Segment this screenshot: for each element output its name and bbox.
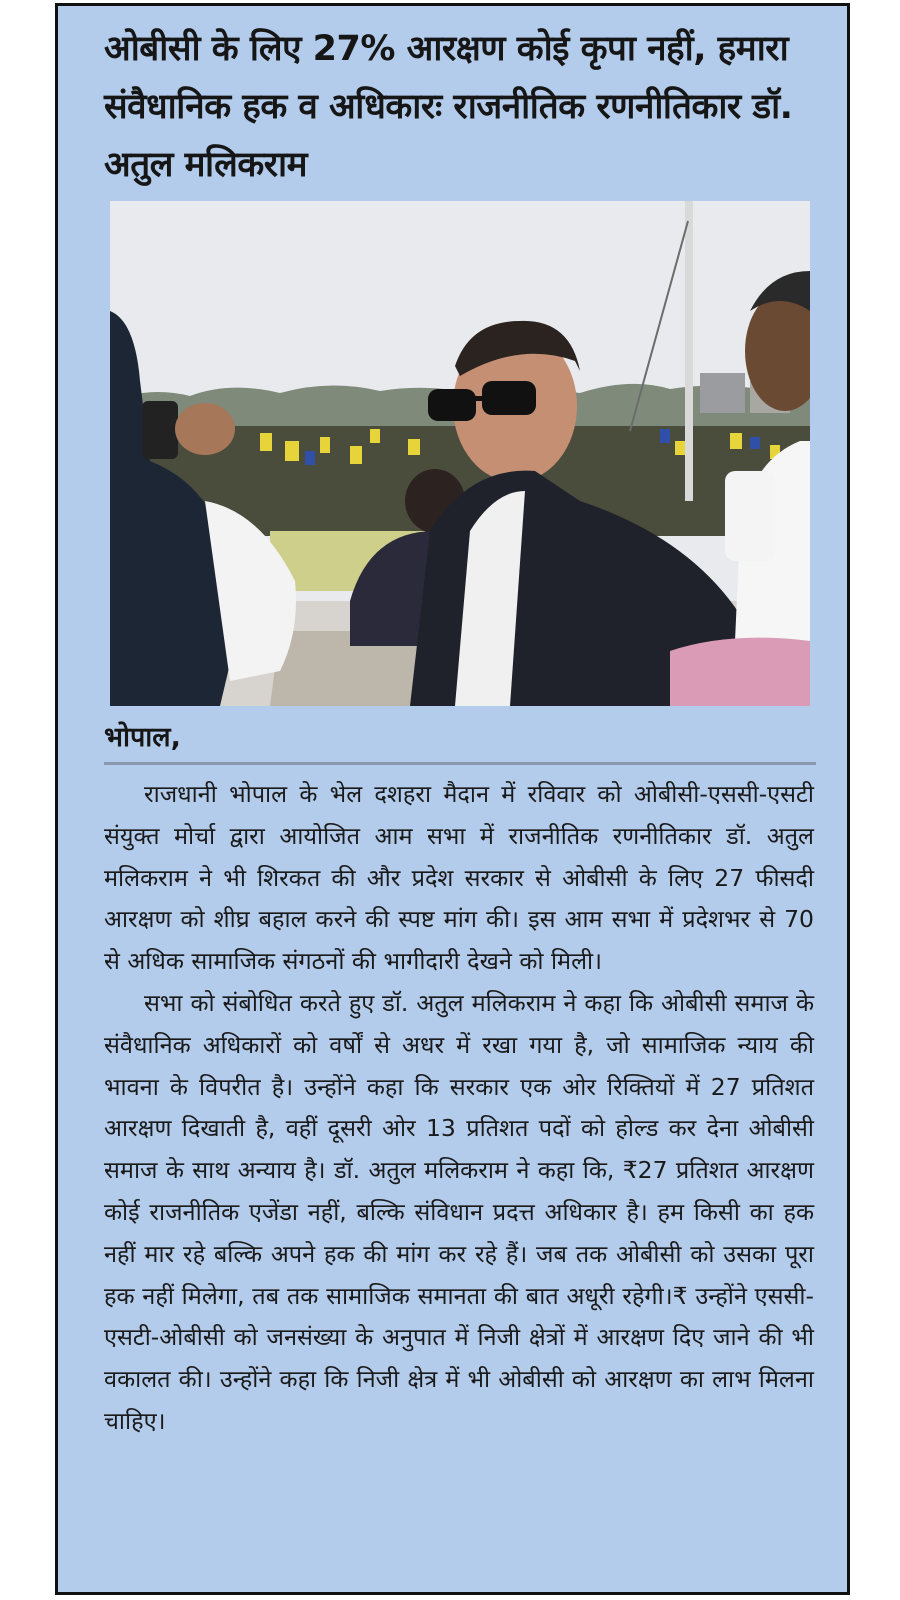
article-body: [104, 774, 814, 1443]
divider-rule: [104, 762, 816, 765]
article-headline: ओबीसी के लिए 27% आरक्षण कोई कृपा नहीं, हमारा संवैधानिक हक व अधिकारः राजनीतिक रणनीतिकार डॉ. अतुल मलिकराम: [104, 29, 793, 185]
article-paragraph: राजधानी भोपाल के भेल दशहरा मैदान में रविवार को ओबीसी-एससी-एसटी संयुक्त मोर्चा द्वारा आयोजित आम सभा में राजनीतिक रणनीतिकार डॉ. अतुल मलिकराम ने भी शिरकत की और प्रदेश सरकार से ओबीसी के लिए 27 फीसदी आरक्षण को शीघ्र बहाल करने की स्पष्ट मांग की। इस आम सभा में प्रदेशभर से 70 से अधिक सामाजिक संगठनों की भागीदारी देखने को मिली।: [104, 780, 814, 976]
news-clipping: [55, 3, 850, 1595]
article-photo: [110, 201, 810, 706]
rally-stage-photo: [110, 201, 810, 706]
article-paragraph: सभा को संबोधित करते हुए डॉ. अतुल मलिकराम ने कहा कि ओबीसी समाज के संवैधानिक अधिकारों को वर्षों से अधर में रखा गया है, जो सामाजिक न्याय की भावना के विपरीत है। उन्होंने कहा कि सरकार एक ओर रिक्तियों में 27 प्रतिशत आरक्षण दिखाती है, वहीं दूसरी ओर 13 प्रतिशत पदों को होल्ड कर देना ओबीसी समाज के साथ अन्याय है। डॉ. अतुल मलिकराम ने कहा कि, ₹27 प्रतिशत आरक्षण कोई राजनीतिक एजेंडा नहीं, बल्कि संविधान प्रदत्त अधिकार है। हम किसी का हक नहीं मार रहे बल्कि अपने हक की मांग कर रहे हैं। जब तक ओबीसी को उसका पूरा हक नहीं मिलेगा, तब तक सामाजिक समानता की बात अधूरी रहेगी।₹ उन्होंने एससी-एसटी-ओबीसी को जनसंख्या के अनुपात में निजी क्षेत्रों में आरक्षण दिए जाने की भी वकालत की। उन्होंने कहा कि निजी क्षेत्र में भी ओबीसी को आरक्षण का लाभ मिलना चाहिए।: [104, 988, 815, 1435]
article-dateline: भोपाल,: [104, 722, 181, 753]
